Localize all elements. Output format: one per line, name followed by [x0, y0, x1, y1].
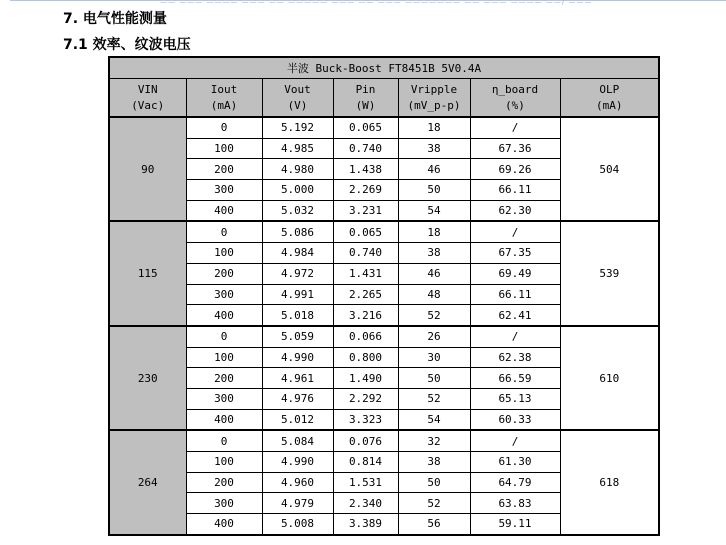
- vin-cell: 90: [109, 117, 186, 221]
- pin-cell: 2.340: [333, 493, 398, 514]
- table-title: 半波 Buck-Boost FT8451B 5V0.4A: [109, 57, 659, 79]
- table-header-row: [109, 79, 659, 118]
- eta-cell: /: [470, 430, 560, 451]
- column-header-unit-name: Pin: [355, 82, 376, 96]
- vin-cell: 115: [109, 221, 186, 325]
- column-header-unit-name: Vout: [284, 82, 311, 96]
- column-header-unit: (W): [355, 98, 376, 112]
- section-title: 7. 电气性能测量: [63, 11, 167, 27]
- pin-cell: 2.269: [333, 180, 398, 201]
- column-header-vripple: [398, 79, 470, 118]
- column-header-unit: (mV_p-p): [407, 98, 461, 112]
- table-row: [109, 326, 659, 347]
- pin-cell: 1.431: [333, 263, 398, 284]
- iout-cell: 400: [186, 514, 262, 535]
- iout-cell: 0: [186, 117, 262, 138]
- vripple-cell: 52: [398, 388, 470, 409]
- column-header-vout: [262, 79, 333, 118]
- vripple-cell: 50: [398, 180, 470, 201]
- table-row: [109, 221, 659, 242]
- pin-cell: 0.800: [333, 347, 398, 368]
- eta-cell: 62.30: [470, 200, 560, 221]
- eta-cell: 62.41: [470, 305, 560, 326]
- eta-cell: 62.38: [470, 347, 560, 368]
- iout-cell: 100: [186, 138, 262, 159]
- table-body: [109, 117, 659, 535]
- eta-cell: /: [470, 326, 560, 347]
- eta-cell: /: [470, 117, 560, 138]
- eta-cell: 66.59: [470, 368, 560, 389]
- pin-cell: 0.740: [333, 243, 398, 264]
- vout-cell: 4.972: [262, 263, 333, 284]
- vripple-cell: 38: [398, 452, 470, 473]
- eta-cell: /: [470, 221, 560, 242]
- olp-cell: 539: [560, 221, 659, 325]
- pin-cell: 2.292: [333, 388, 398, 409]
- iout-cell: 400: [186, 409, 262, 430]
- iout-cell: 300: [186, 180, 262, 201]
- column-header-unit-name: OLP: [599, 82, 620, 96]
- page-header-rule: [10, 0, 726, 6]
- eta-cell: 66.11: [470, 180, 560, 201]
- column-header-unit: (%): [505, 98, 525, 112]
- iout-cell: 100: [186, 347, 262, 368]
- iout-cell: 0: [186, 430, 262, 451]
- eta-cell: 67.35: [470, 243, 560, 264]
- iout-cell: 300: [186, 388, 262, 409]
- vout-cell: 4.990: [262, 347, 333, 368]
- iout-cell: 200: [186, 472, 262, 493]
- pin-cell: 2.265: [333, 284, 398, 305]
- column-header-unit-name: VIN: [137, 82, 158, 96]
- eta-cell: 66.11: [470, 284, 560, 305]
- vripple-cell: 48: [398, 284, 470, 305]
- eta-cell: 64.79: [470, 472, 560, 493]
- pin-cell: 3.231: [333, 200, 398, 221]
- vout-cell: 5.032: [262, 200, 333, 221]
- iout-cell: 100: [186, 452, 262, 473]
- vripple-cell: 52: [398, 305, 470, 326]
- column-header-unit-name: η_board: [491, 82, 539, 96]
- column-header-unit: (mA): [210, 98, 238, 112]
- iout-cell: 0: [186, 221, 262, 242]
- vout-cell: 4.984: [262, 243, 333, 264]
- iout-cell: 300: [186, 284, 262, 305]
- eta-cell: 61.30: [470, 452, 560, 473]
- iout-cell: 0: [186, 326, 262, 347]
- vripple-cell: 30: [398, 347, 470, 368]
- vripple-cell: 52: [398, 493, 470, 514]
- vripple-cell: 46: [398, 159, 470, 180]
- vout-cell: 5.086: [262, 221, 333, 242]
- pin-cell: 0.066: [333, 326, 398, 347]
- vripple-cell: 54: [398, 409, 470, 430]
- vout-cell: 5.018: [262, 305, 333, 326]
- pin-cell: 0.076: [333, 430, 398, 451]
- table-row: [109, 430, 659, 451]
- pin-cell: 0.065: [333, 117, 398, 138]
- pin-cell: 3.389: [333, 514, 398, 535]
- vout-cell: 4.961: [262, 368, 333, 389]
- vripple-cell: 18: [398, 221, 470, 242]
- vout-cell: 4.985: [262, 138, 333, 159]
- olp-cell: 618: [560, 430, 659, 534]
- vripple-cell: 18: [398, 117, 470, 138]
- vin-cell: 264: [109, 430, 186, 534]
- eta-cell: 67.36: [470, 138, 560, 159]
- iout-cell: 200: [186, 368, 262, 389]
- vout-cell: 5.059: [262, 326, 333, 347]
- pin-cell: 0.740: [333, 138, 398, 159]
- iout-cell: 100: [186, 243, 262, 264]
- subsection-title: 7.1 效率、纹波电压: [63, 37, 191, 53]
- column-header-iout: [186, 79, 262, 118]
- vout-cell: 5.012: [262, 409, 333, 430]
- column-header-unit-name: Vripple: [410, 82, 458, 96]
- eta-cell: 59.11: [470, 514, 560, 535]
- pin-cell: 1.438: [333, 159, 398, 180]
- vripple-cell: 38: [398, 138, 470, 159]
- vripple-cell: 26: [398, 326, 470, 347]
- pin-cell: 3.323: [333, 409, 398, 430]
- vout-cell: 4.980: [262, 159, 333, 180]
- vout-cell: 5.008: [262, 514, 333, 535]
- table-row: [109, 117, 659, 138]
- column-header-unit: (V): [287, 98, 308, 112]
- eta-cell: 63.83: [470, 493, 560, 514]
- column-header-eta: [470, 79, 560, 118]
- vripple-cell: 50: [398, 472, 470, 493]
- olp-cell: 610: [560, 326, 659, 430]
- page-header-faint-text: —— ——— ———— ——— —— ————— ——— —— ——— ——————— —— ——— ———— ——/ ———: [160, 0, 593, 6]
- vripple-cell: 46: [398, 263, 470, 284]
- iout-cell: 200: [186, 159, 262, 180]
- vripple-cell: 50: [398, 368, 470, 389]
- column-header-vin: [109, 79, 186, 118]
- column-header-unit: (Vac): [131, 98, 165, 112]
- eta-cell: 65.13: [470, 388, 560, 409]
- vripple-cell: 56: [398, 514, 470, 535]
- pin-cell: 1.490: [333, 368, 398, 389]
- vout-cell: 4.979: [262, 493, 333, 514]
- eta-cell: 69.49: [470, 263, 560, 284]
- vout-cell: 4.976: [262, 388, 333, 409]
- column-header-unit: (mA): [596, 98, 623, 112]
- vripple-cell: 32: [398, 430, 470, 451]
- pin-cell: 0.814: [333, 452, 398, 473]
- iout-cell: 400: [186, 305, 262, 326]
- pin-cell: 0.065: [333, 221, 398, 242]
- vout-cell: 5.084: [262, 430, 333, 451]
- performance-table: [108, 56, 660, 536]
- vout-cell: 4.960: [262, 472, 333, 493]
- vout-cell: 4.991: [262, 284, 333, 305]
- pin-cell: 1.531: [333, 472, 398, 493]
- iout-cell: 300: [186, 493, 262, 514]
- vripple-cell: 54: [398, 200, 470, 221]
- vripple-cell: 38: [398, 243, 470, 264]
- vout-cell: 4.990: [262, 452, 333, 473]
- iout-cell: 400: [186, 200, 262, 221]
- eta-cell: 60.33: [470, 409, 560, 430]
- column-header-unit-name: Iout: [210, 82, 238, 96]
- column-header-pin: [333, 79, 398, 118]
- column-header-olp: [560, 79, 659, 118]
- olp-cell: 504: [560, 117, 659, 221]
- vout-cell: 5.000: [262, 180, 333, 201]
- vout-cell: 5.192: [262, 117, 333, 138]
- iout-cell: 200: [186, 263, 262, 284]
- pin-cell: 3.216: [333, 305, 398, 326]
- vin-cell: 230: [109, 326, 186, 430]
- eta-cell: 69.26: [470, 159, 560, 180]
